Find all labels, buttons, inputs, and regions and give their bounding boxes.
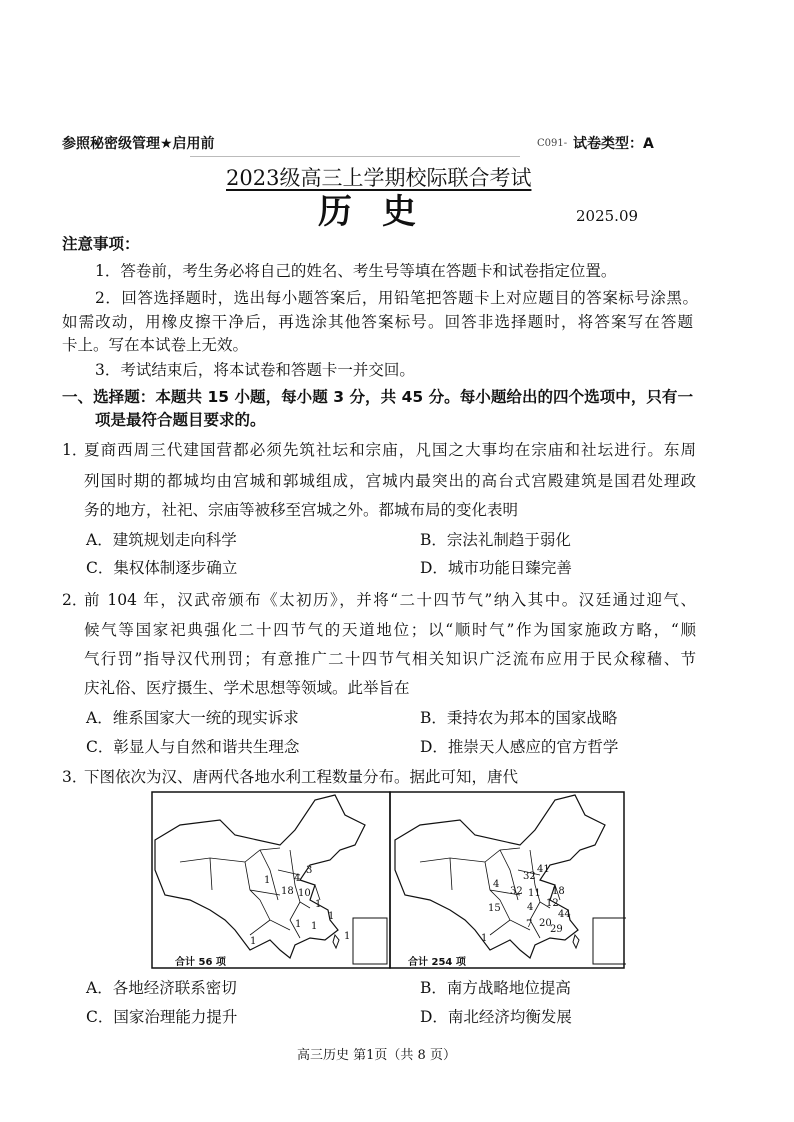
notice-heading: 注意事项： bbox=[62, 235, 140, 253]
question-text: 庆礼俗、医疗摄生、学术思想等领域。此举旨在 bbox=[84, 679, 410, 697]
han-map-label: 4 bbox=[294, 873, 301, 884]
tang-map-label: 15 bbox=[488, 903, 501, 914]
option-c: C．国家治理能力提升 bbox=[86, 1008, 238, 1026]
option-b: B．秉持农为邦本的国家战略 bbox=[420, 709, 618, 727]
question-text: 务的地方，社祀、宗庙等被移至宫城之外。都城布局的变化表明 bbox=[84, 501, 519, 519]
notice-line: 3．考试结束后，将本试卷和答题卡一并交回。 bbox=[95, 361, 415, 379]
notice-line: 2．回答选择题时，选出每小题答案后，用铅笔把答题卡上对应题目的答案标号涂黑。 bbox=[95, 289, 698, 307]
option-b: B．南方战略地位提高 bbox=[420, 979, 571, 997]
maps-figure bbox=[150, 790, 626, 970]
han-map-label: 10 bbox=[298, 888, 311, 899]
tang-map-label: 18 bbox=[552, 886, 565, 897]
page-footer: 高三历史 第1页（共 8 页） bbox=[297, 1048, 456, 1063]
secrecy-label: 参照秘密级管理★启用前 bbox=[62, 136, 215, 152]
han-map-label: 1 bbox=[328, 911, 335, 922]
han-map-label: 1 bbox=[311, 921, 318, 932]
notice-line: 卡上。写在本试卷上无效。 bbox=[62, 336, 249, 354]
tang-map-label: 4 bbox=[493, 879, 500, 890]
exam-title: 2023级高三上学期校际联合考试 bbox=[226, 166, 532, 190]
question-text: 下图依次为汉、唐两代各地水利工程数量分布。据此可知，唐代 bbox=[84, 768, 519, 786]
divider bbox=[190, 156, 520, 157]
option-d: D．南北经济均衡发展 bbox=[420, 1008, 572, 1026]
han-map-label: 18 bbox=[281, 886, 294, 897]
tang-map-label: 32 bbox=[510, 886, 523, 897]
tang-map-label: 7 bbox=[526, 919, 533, 930]
notice-line: 如需改动，用橡皮擦干净后，再选涂其他答案标号。回答非选择题时，将答案写在答题 bbox=[62, 313, 693, 331]
han-map-label: 3 bbox=[306, 865, 313, 876]
han-map-label: 1 bbox=[315, 899, 322, 910]
question-text: 列国时期的都城均由宫城和郭城组成，宫城内最突出的高台式宫殿建筑是国君处理政 bbox=[84, 472, 696, 490]
option-b: B．宗法礼制趋于弱化 bbox=[420, 531, 571, 549]
paper-code: C091- bbox=[537, 138, 568, 149]
han-map-label: 1 bbox=[295, 919, 302, 930]
question-text: 前 104 年，汉武帝颁布《太初历》，并将“二十四节气”纳入其中。汉廷通过迎气、 bbox=[84, 591, 696, 609]
han-map-label: 1 bbox=[250, 936, 257, 947]
option-d: D．城市功能日臻完善 bbox=[420, 559, 572, 577]
han-map-label: 1 bbox=[264, 875, 271, 886]
option-a: A．维系国家大一统的现实诉求 bbox=[86, 709, 299, 727]
question-number: 2． bbox=[62, 591, 88, 609]
section-heading-cont: 项是最符合题目要求的。 bbox=[95, 411, 266, 429]
paper-type: 试卷类型：A bbox=[573, 136, 654, 152]
tang-map-label: 32 bbox=[523, 871, 536, 882]
tang-map-label: 4 bbox=[527, 902, 534, 913]
tang-map-label: 1 bbox=[481, 933, 488, 944]
tang-map-label: 44 bbox=[558, 909, 571, 920]
exam-date: 2025.09 bbox=[576, 207, 639, 225]
tang-map-label: 20 bbox=[539, 918, 552, 929]
question-number: 3． bbox=[62, 768, 88, 786]
tang-map-label: 29 bbox=[550, 924, 563, 935]
tang-map bbox=[395, 795, 626, 964]
tang-map-total: 合计 254 项 bbox=[408, 957, 466, 968]
tang-map-label: 12 bbox=[546, 898, 559, 909]
han-map-label: 1 bbox=[344, 931, 351, 942]
section-heading: 一、选择题：本题共 15 小题，每小题 3 分，共 45 分。每小题给出的四个选项中，只有一 bbox=[62, 388, 693, 406]
option-c: C．彰显人与自然和谐共生理念 bbox=[86, 738, 300, 756]
han-map bbox=[155, 795, 387, 964]
tang-map-label: 41 bbox=[537, 864, 550, 875]
question-text: 候气等国家祀典强化二十四节气的天道地位；以“顺时气”作为国家施政方略，“顺 bbox=[84, 621, 696, 639]
han-map-total: 合计 56 项 bbox=[175, 957, 226, 968]
question-number: 1． bbox=[62, 441, 88, 459]
option-d: D．推崇天人感应的官方哲学 bbox=[420, 738, 619, 756]
notice-line: 1．答卷前，考生务必将自己的姓名、考生号等填在答题卡和试卷指定位置。 bbox=[95, 262, 617, 280]
option-a: A．建筑规划走向科学 bbox=[86, 531, 237, 549]
subject-title: 历史 bbox=[318, 192, 446, 232]
option-a: A．各地经济联系密切 bbox=[86, 979, 237, 997]
question-text: 夏商西周三代建国营都必须先筑社坛和宗庙，凡国之大事均在宗庙和社坛进行。东周 bbox=[84, 441, 696, 459]
tang-map-label: 11 bbox=[528, 888, 541, 899]
option-c: C．集权体制逐步确立 bbox=[86, 559, 238, 577]
question-text: 气行罚”指导汉代刑罚；有意推广二十四节气相关知识广泛流布应用于民众稼穑、节 bbox=[84, 650, 696, 668]
